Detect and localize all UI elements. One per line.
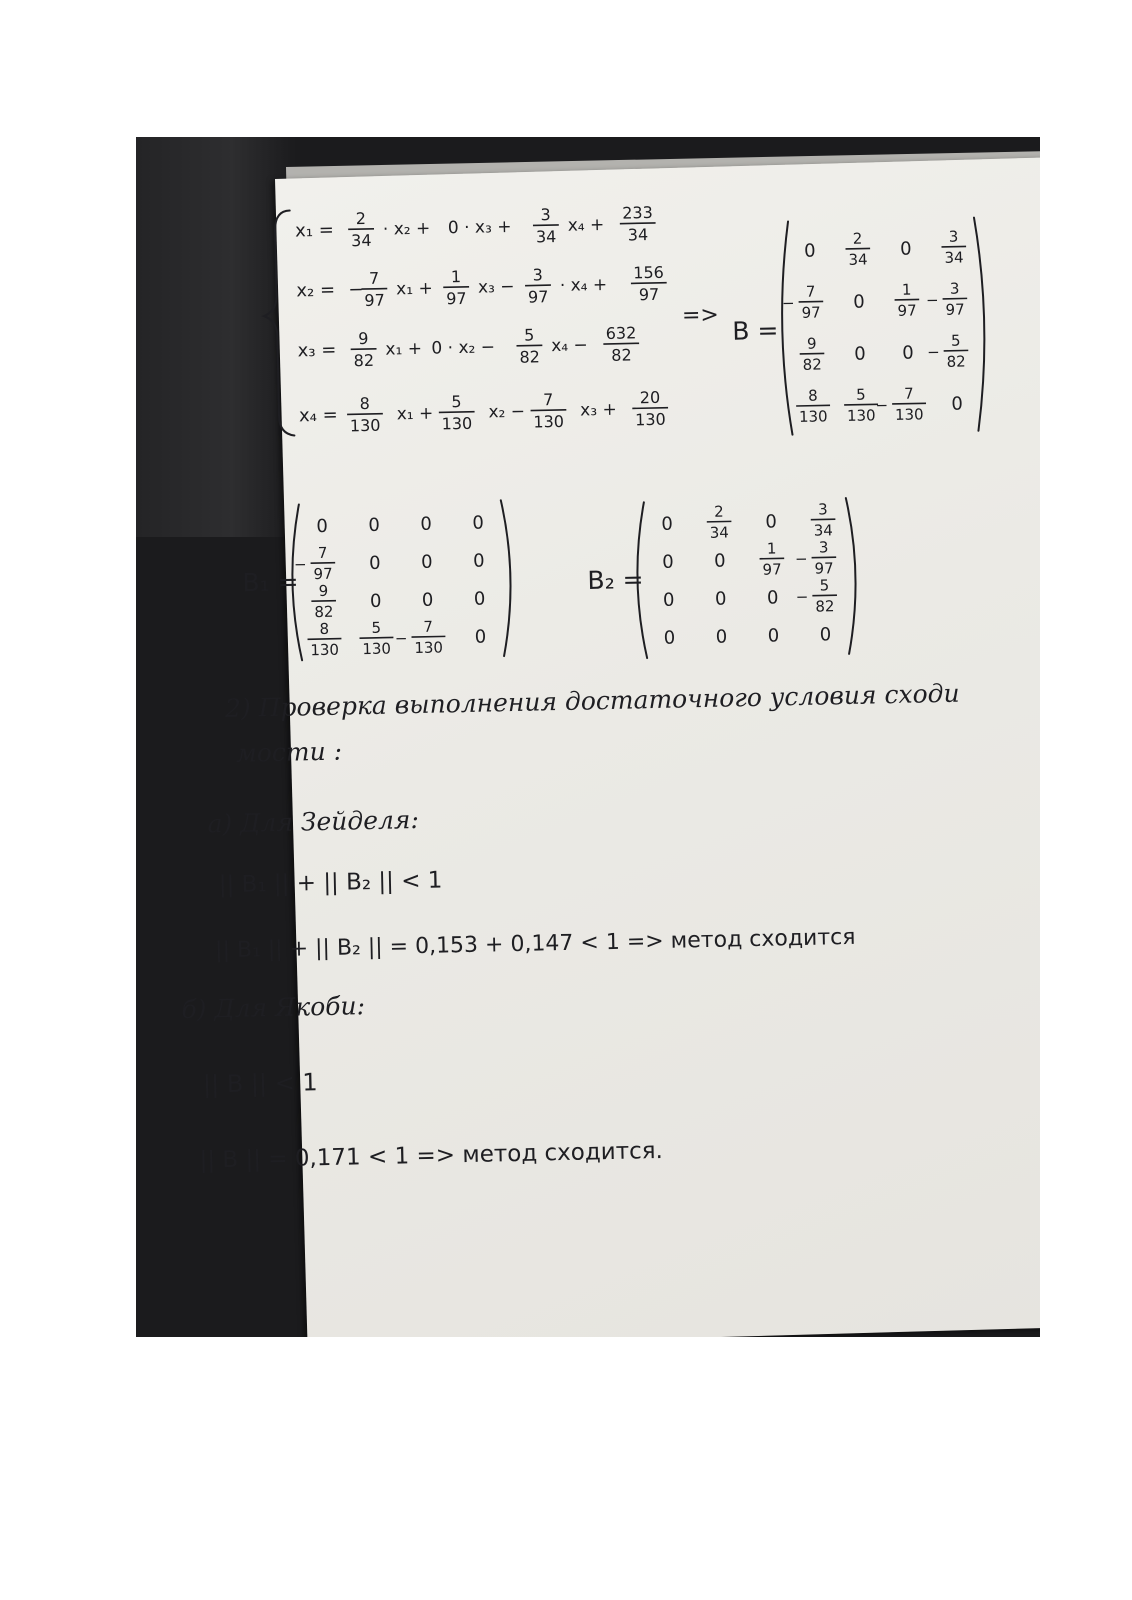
fraction-numerator: 8 bbox=[359, 393, 371, 414]
minus-sign: − bbox=[394, 629, 408, 648]
equation-system bbox=[295, 203, 670, 437]
fraction-numerator: 5 bbox=[819, 576, 830, 595]
matrix-label: B = bbox=[732, 315, 779, 346]
fraction-bar bbox=[811, 519, 836, 520]
fraction-numerator: 5 bbox=[523, 325, 535, 345]
equation-term: x₄ − bbox=[551, 335, 588, 357]
matrix-entry: 0 bbox=[368, 552, 381, 574]
fraction-bar bbox=[443, 287, 469, 288]
fraction-numerator: 1 bbox=[901, 280, 912, 299]
fraction-bar bbox=[846, 248, 871, 249]
fraction-bar bbox=[311, 563, 336, 564]
fraction-numerator: 7 bbox=[805, 282, 816, 301]
fraction-denominator: 97 bbox=[814, 559, 834, 578]
fraction-denominator: 97 bbox=[527, 287, 549, 307]
fraction-bar bbox=[308, 639, 342, 640]
system-brace bbox=[262, 211, 295, 437]
fraction-numerator: 20 bbox=[639, 387, 661, 408]
fraction-denominator: 97 bbox=[638, 284, 660, 305]
matrix-entry: 0 bbox=[899, 238, 912, 260]
fraction-bar bbox=[360, 637, 394, 638]
fraction-numerator: 5 bbox=[451, 391, 462, 412]
fraction-denominator: 97 bbox=[897, 301, 917, 320]
matrix-entry: 0 bbox=[474, 626, 487, 648]
fraction-bar bbox=[844, 404, 878, 405]
fraction-denominator: 82 bbox=[353, 350, 375, 371]
fraction-denominator: 97 bbox=[762, 560, 782, 579]
fraction-denominator: 34 bbox=[535, 226, 557, 247]
equation-term: 0 · x₃ + bbox=[447, 216, 512, 239]
matrix-left-bracket bbox=[780, 222, 792, 435]
fraction-denominator: 34 bbox=[709, 523, 730, 542]
matrix-b2 bbox=[586, 498, 857, 659]
matrix-entry: 0 bbox=[852, 291, 865, 313]
fraction-bar bbox=[941, 246, 966, 247]
fraction-denominator: 130 bbox=[634, 409, 666, 430]
fraction-bar bbox=[412, 636, 446, 637]
fraction-denominator: 82 bbox=[519, 347, 541, 367]
fraction-numerator: 7 bbox=[542, 390, 554, 410]
fraction-denominator: 130 bbox=[414, 638, 444, 658]
matrix-b1 bbox=[241, 500, 512, 661]
fraction-numerator: 9 bbox=[358, 328, 369, 349]
matrix-entry: 0 bbox=[902, 342, 914, 364]
matrix-entry: 0 bbox=[713, 550, 726, 572]
minus-sign: − bbox=[926, 342, 940, 362]
fraction-bar bbox=[603, 343, 639, 344]
matrix-entry: 0 bbox=[473, 588, 486, 610]
equation-term: x₁ + bbox=[385, 338, 423, 360]
fraction-bar bbox=[516, 345, 542, 346]
fraction-numerator: 2 bbox=[713, 502, 724, 521]
matrix-entry: 0 bbox=[316, 515, 329, 538]
fraction-numerator: 632 bbox=[605, 323, 637, 343]
jacobi-result: || B || = 0,171 < 1 => метод сходится. bbox=[199, 1137, 664, 1174]
fraction-denominator: 34 bbox=[944, 248, 964, 267]
fraction-numerator: 3 bbox=[532, 265, 544, 285]
fraction-numerator: 1 bbox=[766, 539, 777, 558]
minus-sign: − bbox=[293, 555, 307, 574]
fraction-bar bbox=[799, 301, 824, 302]
matrix-right-bracket bbox=[501, 500, 512, 656]
fraction-denominator: 130 bbox=[894, 405, 924, 424]
fraction-denominator: 82 bbox=[314, 602, 334, 622]
equation-lhs: x₃ = bbox=[297, 339, 337, 362]
fraction-numerator: 9 bbox=[806, 334, 817, 353]
fraction-bar bbox=[944, 350, 969, 351]
fraction-bar bbox=[892, 403, 926, 404]
matrix-label: B₂ = bbox=[587, 564, 644, 595]
fraction-numerator: 7 bbox=[423, 617, 434, 636]
fraction-bar bbox=[533, 225, 559, 226]
fraction-denominator: 130 bbox=[798, 407, 828, 426]
matrix-right-bracket bbox=[846, 498, 857, 654]
matrix-entry: 0 bbox=[421, 589, 434, 611]
fraction-bar bbox=[631, 283, 667, 284]
heading-line-2: мости : bbox=[235, 736, 343, 768]
fraction-denominator: 34 bbox=[627, 225, 649, 245]
fraction-denominator: 82 bbox=[802, 355, 822, 374]
equation-term: x₁ + bbox=[396, 403, 434, 425]
minus-sign: − bbox=[348, 279, 364, 301]
fraction-bar bbox=[895, 299, 920, 300]
heading-line-1: 2) Проверка выполнения достаточного условия сходи bbox=[224, 678, 960, 724]
minus-sign: − bbox=[795, 587, 809, 607]
fraction-bar bbox=[620, 223, 656, 224]
fraction-bar bbox=[943, 298, 968, 299]
equation-term: x₂ − bbox=[488, 401, 526, 423]
fraction-denominator: 130 bbox=[441, 413, 473, 434]
fraction-denominator: 34 bbox=[350, 230, 372, 251]
matrix-entry: 0 bbox=[767, 625, 780, 647]
fraction-numerator: 3 bbox=[949, 279, 960, 298]
seidel-result: || B₁ || + || B₂ || = 0,153 + 0,147 < 1 => метод сходится bbox=[214, 924, 856, 964]
equation-lhs: x₁ = bbox=[294, 219, 335, 242]
minus-sign: − bbox=[794, 549, 808, 569]
equation-term: x₁ + bbox=[395, 278, 433, 300]
matrix-entry: 0 bbox=[951, 393, 964, 415]
matrix-entry: 0 bbox=[819, 624, 832, 646]
fraction-denominator: 97 bbox=[945, 300, 965, 319]
seidel-label: а) Для Зейделя: bbox=[207, 804, 420, 839]
minus-sign: − bbox=[781, 294, 795, 313]
fraction-denominator: 130 bbox=[310, 640, 340, 660]
fraction-denominator: 34 bbox=[813, 521, 834, 540]
fraction-bar bbox=[531, 410, 567, 411]
fraction-bar bbox=[351, 349, 377, 350]
fraction-bar bbox=[632, 408, 668, 409]
seidel-condition: || B₁ || + || B₂ || < 1 bbox=[218, 867, 443, 899]
fraction-bar bbox=[311, 601, 336, 602]
matrix-entry: 0 bbox=[803, 240, 816, 262]
matrix-entry: 0 bbox=[765, 511, 778, 533]
equation-lhs: x₂ = bbox=[296, 279, 336, 302]
fraction-numerator: 3 bbox=[817, 500, 828, 519]
fraction-numerator: 5 bbox=[950, 331, 961, 350]
equation-term: 0 · x₂ − bbox=[431, 337, 496, 359]
fraction-numerator: 3 bbox=[540, 205, 551, 225]
fraction-denominator: 130 bbox=[533, 411, 565, 432]
jacobi-label: б) Для Якоби: bbox=[181, 991, 366, 1024]
fraction-denominator: 130 bbox=[349, 415, 381, 436]
equation-term: · x₂ + bbox=[382, 218, 431, 240]
equation-lhs: x₄ = bbox=[298, 404, 338, 427]
matrix-entry: 0 bbox=[661, 551, 674, 573]
minus-sign: − bbox=[875, 396, 889, 415]
equation-term: x₃ − bbox=[477, 276, 515, 298]
fraction-numerator: 3 bbox=[948, 227, 959, 246]
matrix-entry: 0 bbox=[854, 343, 866, 365]
fraction-bar bbox=[348, 229, 374, 230]
matrix-entry: 0 bbox=[661, 513, 674, 535]
fraction-denominator: 82 bbox=[611, 345, 632, 365]
fraction-bar bbox=[812, 557, 837, 558]
matrix-entry: 0 bbox=[472, 550, 485, 572]
fraction-denominator: 97 bbox=[364, 290, 385, 311]
fraction-numerator: 7 bbox=[903, 384, 914, 403]
matrix-entry: 0 bbox=[766, 587, 779, 609]
fraction-numerator: 156 bbox=[633, 262, 665, 283]
minus-sign: − bbox=[925, 290, 939, 310]
fraction-denominator: 82 bbox=[946, 352, 966, 371]
fraction-denominator: 97 bbox=[313, 564, 333, 584]
fraction-numerator: 8 bbox=[319, 619, 330, 639]
fraction-bar bbox=[361, 289, 387, 290]
fraction-numerator: 2 bbox=[355, 208, 367, 229]
fraction-bar bbox=[439, 412, 475, 413]
matrix-entry: 0 bbox=[472, 512, 485, 534]
fraction-numerator: 5 bbox=[371, 618, 382, 637]
fraction-numerator: 2 bbox=[852, 229, 863, 248]
fraction-denominator: 82 bbox=[815, 597, 835, 616]
equation-term: · x₄ + bbox=[559, 274, 608, 296]
equation-term: x₄ + bbox=[567, 214, 605, 236]
matrix-b bbox=[730, 217, 986, 435]
fraction-numerator: 5 bbox=[855, 385, 866, 404]
equation-term: x₃ + bbox=[580, 399, 617, 421]
matrix-entry: 0 bbox=[715, 626, 728, 648]
implication-arrow: => bbox=[681, 302, 720, 329]
fraction-bar bbox=[525, 285, 551, 286]
fraction-bar bbox=[796, 405, 830, 406]
fraction-denominator: 130 bbox=[362, 639, 392, 659]
matrix-entry: 0 bbox=[369, 590, 382, 612]
fraction-bar bbox=[347, 414, 383, 415]
matrix-entry: 0 bbox=[368, 514, 381, 536]
fraction-numerator: 7 bbox=[317, 543, 328, 563]
matrix-label: B₁ = bbox=[242, 567, 299, 598]
fraction-denominator: 97 bbox=[446, 288, 467, 309]
fraction-numerator: 1 bbox=[450, 266, 462, 287]
fraction-bar bbox=[800, 353, 825, 354]
matrix-entry: 0 bbox=[663, 627, 676, 649]
matrix-entry: 0 bbox=[714, 588, 727, 610]
fraction-denominator: 130 bbox=[846, 406, 876, 425]
jacobi-condition: || B || < 1 bbox=[202, 1068, 318, 1099]
fraction-bar bbox=[812, 595, 837, 596]
matrix-entry: 0 bbox=[662, 589, 675, 611]
fraction-numerator: 7 bbox=[368, 268, 380, 288]
fraction-bar bbox=[707, 521, 732, 522]
fraction-numerator: 9 bbox=[318, 581, 329, 601]
fraction-numerator: 3 bbox=[818, 538, 829, 557]
fraction-numerator: 8 bbox=[807, 386, 818, 405]
matrix-entry: 0 bbox=[420, 513, 433, 535]
fraction-bar bbox=[760, 558, 785, 559]
fraction-numerator: 233 bbox=[622, 202, 653, 223]
fraction-denominator: 34 bbox=[848, 250, 868, 269]
matrix-entry: 0 bbox=[420, 551, 433, 573]
matrix-right-bracket bbox=[974, 217, 986, 430]
fraction-denominator: 97 bbox=[801, 303, 821, 322]
